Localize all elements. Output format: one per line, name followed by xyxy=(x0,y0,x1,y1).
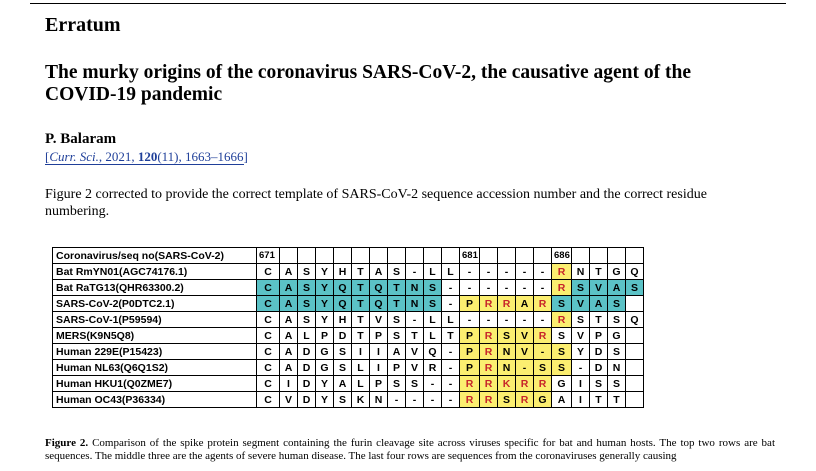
header-cell xyxy=(516,248,534,264)
residue-cell: P xyxy=(460,360,480,376)
residue-cell: C xyxy=(257,264,280,280)
residue-cell: - xyxy=(406,312,424,328)
residue-cell: N xyxy=(370,392,388,408)
residue-cell: Y xyxy=(316,280,334,296)
table-row xyxy=(53,344,644,360)
sequence-alignment-table xyxy=(52,247,644,408)
residue-cell: P xyxy=(590,328,608,344)
residue-cell: Y xyxy=(316,392,334,408)
residue-cell: D xyxy=(334,328,352,344)
residue-cell: L xyxy=(352,376,370,392)
residue-cell: S xyxy=(406,376,424,392)
residue-cell: L xyxy=(442,312,460,328)
citation-pages: (11), 1663–1666 xyxy=(157,149,244,164)
residue-cell: - xyxy=(498,264,516,280)
citation-journal: Curr. Sci. xyxy=(49,149,99,164)
residue-cell: L xyxy=(424,264,442,280)
residue-cell: - xyxy=(480,280,498,296)
residue-cell: V xyxy=(516,328,534,344)
virus-name: Human 229E(P15423) xyxy=(53,344,257,360)
table-row xyxy=(53,328,644,344)
header-cell xyxy=(498,248,516,264)
residue-cell: - xyxy=(460,264,480,280)
header-cell xyxy=(480,248,498,264)
residue-cell: - xyxy=(516,264,534,280)
residue-cell: S xyxy=(626,280,644,296)
residue-cell: I xyxy=(352,344,370,360)
header-cell xyxy=(370,248,388,264)
residue-cell: V xyxy=(572,296,590,312)
residue-cell: A xyxy=(280,344,298,360)
residue-cell: L xyxy=(424,312,442,328)
residue-cell: - xyxy=(460,312,480,328)
residue-cell: T xyxy=(590,264,608,280)
erratum-description: Figure 2 corrected to provide the correct template of SARS-CoV-2 sequence accession number and the correct residue numbering. xyxy=(45,187,707,219)
residue-cell: R xyxy=(552,280,572,296)
residue-cell: A xyxy=(280,296,298,312)
citation-volume: 120 xyxy=(137,149,158,164)
residue-cell: C xyxy=(257,312,280,328)
residue-cell: A xyxy=(608,280,626,296)
residue-cell: - xyxy=(534,344,552,360)
residue-cell: Y xyxy=(316,312,334,328)
residue-cell: S xyxy=(424,280,442,296)
residue-cell: - xyxy=(534,312,552,328)
residue-cell: - xyxy=(516,312,534,328)
residue-cell: S xyxy=(572,312,590,328)
residue-cell: R xyxy=(480,360,498,376)
residue-cell: V xyxy=(406,360,424,376)
residue-cell: R xyxy=(480,392,498,408)
residue-cell: C xyxy=(257,392,280,408)
residue-cell: I xyxy=(572,376,590,392)
residue-cell: D xyxy=(298,392,316,408)
header-label: Coronavirus/seq no(SARS-CoV-2) xyxy=(53,248,257,264)
residue-cell: T xyxy=(352,296,370,312)
residue-cell: R xyxy=(460,376,480,392)
residue-cell: R xyxy=(498,296,516,312)
table-row xyxy=(53,296,644,312)
residue-cell: - xyxy=(572,360,590,376)
virus-name: Bat RaTG13(QHR63300.2) xyxy=(53,280,257,296)
residue-cell: S xyxy=(334,392,352,408)
residue-cell: I xyxy=(370,344,388,360)
residue-cell: P xyxy=(460,344,480,360)
residue-cell: D xyxy=(590,344,608,360)
virus-name: Human NL63(Q6Q1S2) xyxy=(53,360,257,376)
residue-cell: S xyxy=(552,344,572,360)
residue-cell: G xyxy=(316,344,334,360)
residue-cell: A xyxy=(590,296,608,312)
residue-cell: - xyxy=(406,392,424,408)
residue-cell: I xyxy=(572,392,590,408)
table-row xyxy=(53,312,644,328)
residue-cell: T xyxy=(352,328,370,344)
residue-cell: T xyxy=(442,328,460,344)
residue-cell: P xyxy=(460,296,480,312)
citation-year: , 2021, xyxy=(98,149,138,164)
table-row xyxy=(53,376,644,392)
residue-cell: L xyxy=(442,264,460,280)
erratum-heading: Erratum xyxy=(45,14,121,36)
residue-cell: R xyxy=(552,312,572,328)
residue-cell: T xyxy=(352,280,370,296)
residue-cell: - xyxy=(388,392,406,408)
residue-cell: I xyxy=(370,360,388,376)
residue-cell: - xyxy=(460,280,480,296)
residue-cell: I xyxy=(280,376,298,392)
table-row xyxy=(53,264,644,280)
residue-cell: A xyxy=(280,312,298,328)
residue-cell: S xyxy=(388,328,406,344)
residue-cell: D xyxy=(298,360,316,376)
residue-cell: - xyxy=(442,392,460,408)
residue-cell: S xyxy=(298,280,316,296)
header-cell xyxy=(534,248,552,264)
residue-cell: R xyxy=(552,264,572,280)
residue-cell: G xyxy=(608,328,626,344)
residue-cell: Q xyxy=(334,296,352,312)
residue-cell: - xyxy=(442,360,460,376)
residue-cell: D xyxy=(298,344,316,360)
residue-cell: R xyxy=(480,344,498,360)
residue-cell: C xyxy=(257,280,280,296)
residue-cell: H xyxy=(334,312,352,328)
residue-cell: R xyxy=(460,392,480,408)
residue-cell: S xyxy=(552,360,572,376)
residue-cell: G xyxy=(316,360,334,376)
position-label: 681 xyxy=(460,248,480,264)
residue-cell: A xyxy=(280,360,298,376)
residue-cell: P xyxy=(370,376,388,392)
caption-text: Comparison of the spike protein segment containing the furin cleavage site across viruses specific for bat and human hosts. The top two rows are bat sequences. The middle three are the agents of severe human disease. The last four rows are sequences from the coronaviruses generally causing xyxy=(45,437,775,462)
table-row xyxy=(53,280,644,296)
residue-cell: T xyxy=(352,312,370,328)
residue-cell: Y xyxy=(316,264,334,280)
figure-caption xyxy=(45,437,775,463)
residue-cell: R xyxy=(424,360,442,376)
residue-cell: S xyxy=(388,312,406,328)
residue-cell: N xyxy=(498,344,516,360)
residue-cell: H xyxy=(334,264,352,280)
caption-label: Figure 2. xyxy=(45,437,89,449)
residue-cell: T xyxy=(590,312,608,328)
residue-cell: L xyxy=(424,328,442,344)
residue-cell: V xyxy=(516,344,534,360)
residue-cell: Y xyxy=(316,376,334,392)
residue-cell: N xyxy=(406,280,424,296)
residue-cell: S xyxy=(572,280,590,296)
residue-cell: S xyxy=(534,360,552,376)
residue-cell: - xyxy=(442,344,460,360)
residue-cell: A xyxy=(388,344,406,360)
header-cell xyxy=(352,248,370,264)
residue-cell: A xyxy=(370,264,388,280)
residue-cell: C xyxy=(257,328,280,344)
residue-cell: R xyxy=(534,376,552,392)
position-label: 686 xyxy=(552,248,572,264)
residue-cell: S xyxy=(298,296,316,312)
article-title: The murky origins of the coronavirus SARS-CoV-2, the causative agent of the COVID-19 pandemic xyxy=(45,62,692,105)
residue-cell: Q xyxy=(626,264,644,280)
citation-link[interactable] xyxy=(45,149,248,165)
residue-cell: D xyxy=(298,376,316,392)
virus-name: SARS-CoV-1(P59594) xyxy=(53,312,257,328)
residue-cell: - xyxy=(424,392,442,408)
residue-cell: R xyxy=(516,376,534,392)
residue-cell xyxy=(626,360,644,376)
residue-cell: T xyxy=(608,392,626,408)
residue-cell: R xyxy=(516,392,534,408)
residue-cell: T xyxy=(388,296,406,312)
residue-cell: S xyxy=(388,264,406,280)
residue-cell: A xyxy=(334,376,352,392)
residue-cell: S xyxy=(498,328,516,344)
position-label: 671 xyxy=(257,248,280,264)
residue-cell: N xyxy=(608,360,626,376)
residue-cell: A xyxy=(280,328,298,344)
header-cell xyxy=(424,248,442,264)
residue-cell: D xyxy=(590,360,608,376)
residue-cell: - xyxy=(424,376,442,392)
residue-cell: V xyxy=(590,280,608,296)
residue-cell: T xyxy=(590,392,608,408)
header-cell xyxy=(626,248,644,264)
residue-cell: P xyxy=(316,328,334,344)
virus-name: Bat RmYN01(AGC74176.1) xyxy=(53,264,257,280)
table-row xyxy=(53,392,644,408)
residue-cell: P xyxy=(460,328,480,344)
residue-cell: C xyxy=(257,360,280,376)
residue-cell: S xyxy=(334,344,352,360)
residue-cell: - xyxy=(516,280,534,296)
residue-cell: S xyxy=(608,376,626,392)
residue-cell: T xyxy=(388,280,406,296)
residue-cell: A xyxy=(552,392,572,408)
residue-cell: T xyxy=(406,328,424,344)
virus-name: Human OC43(P36334) xyxy=(53,392,257,408)
residue-cell: C xyxy=(257,296,280,312)
header-cell xyxy=(280,248,298,264)
residue-cell: P xyxy=(370,328,388,344)
residue-cell: G xyxy=(534,392,552,408)
residue-cell xyxy=(626,296,644,312)
residue-cell: Q xyxy=(370,296,388,312)
residue-cell: - xyxy=(480,264,498,280)
header-cell xyxy=(442,248,460,264)
residue-cell: S xyxy=(498,392,516,408)
residue-cell: - xyxy=(406,264,424,280)
residue-cell: - xyxy=(442,280,460,296)
residue-cell: A xyxy=(516,296,534,312)
header-cell xyxy=(406,248,424,264)
header-cell xyxy=(572,248,590,264)
residue-cell: G xyxy=(552,376,572,392)
residue-cell: V xyxy=(370,312,388,328)
residue-cell: K xyxy=(498,376,516,392)
virus-name: SARS-CoV-2(P0DTC2.1) xyxy=(53,296,257,312)
table-header-row xyxy=(53,248,644,264)
residue-cell: A xyxy=(280,264,298,280)
residue-cell: - xyxy=(442,376,460,392)
residue-cell: S xyxy=(298,264,316,280)
residue-cell: C xyxy=(257,376,280,392)
residue-cell: L xyxy=(298,328,316,344)
residue-cell: Y xyxy=(572,344,590,360)
residue-cell: - xyxy=(442,296,460,312)
residue-cell: S xyxy=(334,360,352,376)
residue-cell: T xyxy=(352,264,370,280)
author-name: P. Balaram xyxy=(45,131,117,147)
residue-cell: R xyxy=(480,376,498,392)
residue-cell: - xyxy=(480,312,498,328)
residue-cell: R xyxy=(534,328,552,344)
residue-cell: S xyxy=(552,328,572,344)
residue-cell: N xyxy=(406,296,424,312)
residue-cell: S xyxy=(608,344,626,360)
residue-cell: S xyxy=(590,376,608,392)
header-cell xyxy=(334,248,352,264)
residue-cell xyxy=(626,328,644,344)
residue-cell: A xyxy=(280,280,298,296)
virus-name: MERS(K9N5Q8) xyxy=(53,328,257,344)
residue-cell: Q xyxy=(424,344,442,360)
residue-cell: S xyxy=(298,312,316,328)
residue-cell: Q xyxy=(370,280,388,296)
residue-cell: S xyxy=(608,312,626,328)
residue-cell: Y xyxy=(316,296,334,312)
residue-cell: - xyxy=(498,312,516,328)
residue-cell xyxy=(626,392,644,408)
residue-cell: S xyxy=(608,296,626,312)
top-rule xyxy=(30,3,786,4)
residue-cell: V xyxy=(406,344,424,360)
header-cell xyxy=(388,248,406,264)
residue-cell: G xyxy=(608,264,626,280)
residue-cell: N xyxy=(498,360,516,376)
residue-cell: R xyxy=(480,328,498,344)
header-cell xyxy=(316,248,334,264)
residue-cell: R xyxy=(480,296,498,312)
residue-cell: S xyxy=(388,376,406,392)
header-cell xyxy=(590,248,608,264)
citation-open: [ xyxy=(45,149,50,164)
residue-cell: C xyxy=(257,344,280,360)
residue-cell: - xyxy=(534,264,552,280)
virus-name: Human HKU1(Q0ZME7) xyxy=(53,376,257,392)
header-cell xyxy=(608,248,626,264)
residue-cell: L xyxy=(352,360,370,376)
citation-close: ] xyxy=(243,149,248,164)
residue-cell: V xyxy=(572,328,590,344)
residue-cell xyxy=(626,344,644,360)
table-row xyxy=(53,360,644,376)
header-cell xyxy=(298,248,316,264)
residue-cell: N xyxy=(572,264,590,280)
residue-cell: - xyxy=(534,280,552,296)
residue-cell: R xyxy=(534,296,552,312)
residue-cell: - xyxy=(498,280,516,296)
residue-cell: P xyxy=(388,360,406,376)
residue-cell: Q xyxy=(626,312,644,328)
residue-cell: K xyxy=(352,392,370,408)
residue-cell: S xyxy=(552,296,572,312)
residue-cell: V xyxy=(280,392,298,408)
residue-cell: S xyxy=(424,296,442,312)
residue-cell xyxy=(626,376,644,392)
residue-cell: - xyxy=(516,360,534,376)
residue-cell: Q xyxy=(334,280,352,296)
